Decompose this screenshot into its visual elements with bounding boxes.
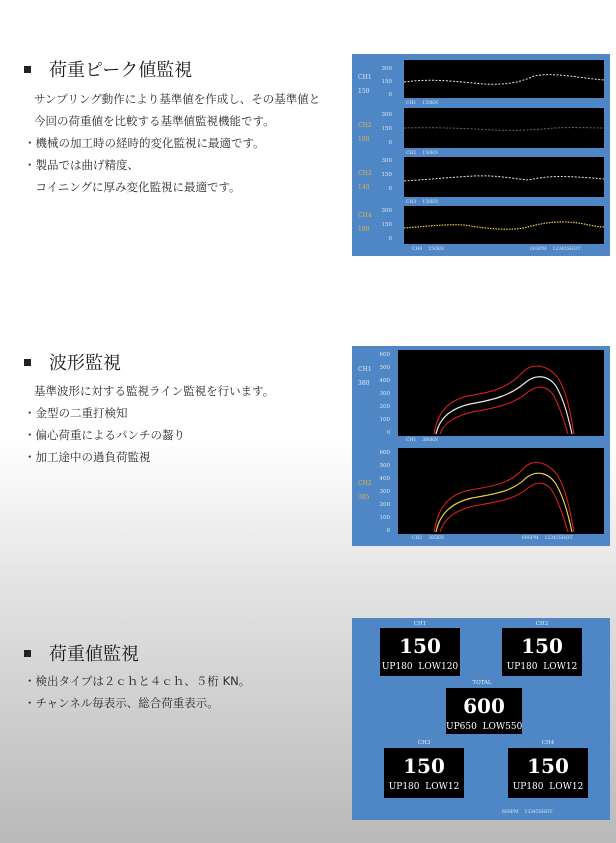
panel-footer: [502, 810, 558, 815]
section2-title-text: 波形監視: [49, 353, 121, 374]
waveform-chart-2: [398, 448, 604, 534]
tick-label: 0: [386, 528, 390, 534]
peak-series-line: [404, 128, 604, 131]
load-value-panel: [352, 618, 610, 820]
footer-shot: 12345SHOT: [524, 810, 553, 815]
body-line: 今回の荷重値を比較する基準値監視機能です。: [34, 114, 275, 128]
section2-body: [24, 380, 274, 468]
tick-label: 300: [381, 208, 392, 214]
lower-limit: LOW12: [549, 782, 584, 792]
panel-footer-right: [530, 247, 586, 252]
panel-footer: [412, 247, 450, 252]
footer-value: 385KN: [428, 536, 445, 541]
peak-series-line: [404, 176, 604, 181]
tick-label: 600: [379, 450, 390, 456]
waveform-chart-1: [398, 350, 604, 436]
chart-footer-right: [522, 536, 578, 541]
footer-value: 380KN: [422, 438, 439, 443]
channel-value: 180: [358, 226, 370, 233]
tick-label: 500: [379, 463, 390, 469]
header-value: 150KN: [422, 101, 439, 106]
tick-label: 0: [388, 186, 392, 192]
tick-label: 300: [379, 489, 390, 495]
footer-spm: 60SPM: [502, 810, 519, 815]
channel-value: 385: [358, 494, 370, 501]
tick-label: 0: [388, 236, 392, 242]
tick-label: 200: [379, 502, 390, 508]
footer-spm: 60SPM: [530, 247, 547, 252]
limit-row: [384, 782, 464, 792]
footer-value: 150KN: [428, 247, 445, 252]
tick-label: 100: [379, 417, 390, 423]
peak-chart-4: [404, 206, 604, 244]
header-value: 150KN: [422, 151, 439, 156]
header-ch: CH3: [406, 200, 417, 205]
footer-spm: 60SPM: [522, 536, 539, 541]
tick-label: 300: [381, 66, 392, 72]
footer-ch: CH4: [412, 247, 423, 252]
tick-label: 500: [379, 365, 390, 371]
total-display: [446, 688, 522, 734]
tick-label: 300: [379, 391, 390, 397]
channel-value: 140: [358, 184, 370, 191]
tick-label: 0: [386, 430, 390, 436]
body-line: ・加工途中の過負荷監視: [24, 450, 151, 464]
display-caption: TOTAL: [472, 680, 492, 686]
body-line: ・製品では曲げ精度、: [24, 158, 139, 172]
channel-label: CH4: [358, 212, 372, 219]
channel-label: CH2: [358, 480, 372, 487]
body-line: コイニングに厚み変化監視に最適です。: [24, 180, 241, 194]
ch2-display: [502, 628, 582, 676]
footer-ch: CH2: [412, 536, 423, 541]
load-value: 150: [521, 634, 563, 658]
section1-title-text: 荷重ピーク値監視: [49, 60, 193, 81]
limit-row: [508, 782, 588, 792]
footer-shot: 12345SHOT: [552, 247, 581, 252]
peak-monitor-panel: [352, 54, 610, 256]
display-caption: CH3: [417, 740, 431, 746]
display-caption: CH2: [535, 621, 549, 627]
body-line: ・チャンネル毎表示、総合荷重表示。: [24, 696, 219, 710]
upper-limit: UP180: [381, 662, 413, 672]
section1-title: [24, 56, 192, 82]
upper-limit: UP180: [506, 662, 538, 672]
ch1-display: [380, 628, 460, 676]
header-ch: CH1: [406, 101, 417, 106]
load-value: 600: [463, 694, 505, 718]
channel-value: 180: [358, 136, 370, 143]
chart-header: [406, 200, 444, 205]
footer-ch: CH1: [406, 438, 417, 443]
square-bullet-icon: [24, 66, 31, 73]
lower-limit-line: [440, 387, 568, 434]
tick-label: 0: [388, 92, 392, 98]
peak-series-line: [404, 222, 604, 229]
section3-title-text: 荷重値監視: [49, 644, 139, 665]
load-value: 150: [527, 754, 569, 778]
tick-label: 400: [379, 476, 390, 482]
upper-limit-line: [434, 366, 574, 434]
tick-label: 300: [381, 158, 392, 164]
waveform-monitor-panel: [352, 346, 610, 546]
body-line: ・金型の二重打検知: [24, 406, 128, 420]
upper-limit: UP180: [512, 782, 544, 792]
ch4-display: [508, 748, 588, 798]
chart-footer: [412, 536, 450, 541]
display-caption: CH4: [541, 740, 555, 746]
load-value: 150: [403, 754, 445, 778]
channel-label: CH1: [358, 366, 372, 373]
peak-chart-1: [404, 60, 604, 98]
peak-chart-2: [404, 108, 604, 148]
tick-label: 100: [379, 515, 390, 521]
channel-label: CH2: [358, 122, 372, 129]
upper-limit-line: [434, 462, 574, 532]
limit-row: [446, 722, 522, 732]
tick-label: 150: [381, 222, 392, 228]
peak-series-line: [404, 75, 604, 85]
limit-row: [502, 662, 582, 672]
chart-footer: [406, 438, 444, 443]
section2-title: [24, 349, 121, 375]
tick-label: 200: [379, 404, 390, 410]
section1-body: [24, 88, 320, 198]
lower-limit: LOW12: [425, 782, 460, 792]
channel-value: 380: [358, 380, 370, 387]
tick-label: 150: [381, 126, 392, 132]
chart-header: [406, 151, 444, 156]
body-line: 基準波形に対する監視ライン監視を行います。: [34, 384, 275, 398]
tick-label: 150: [381, 79, 392, 85]
tick-label: 400: [379, 378, 390, 384]
footer-shot: 12345SHOT: [544, 536, 573, 541]
tick-label: 150: [381, 172, 392, 178]
ch3-display: [384, 748, 464, 798]
upper-limit: UP180: [388, 782, 420, 792]
lower-limit: LOW550: [482, 722, 523, 732]
upper-limit: UP650: [446, 722, 477, 732]
channel-label: CH1: [358, 74, 372, 81]
limit-row: [380, 662, 460, 672]
body-line: ・偏心荷重によるパンチの齧り: [24, 428, 185, 442]
channel-label: CH3: [358, 170, 372, 177]
lower-limit: LOW12: [543, 662, 578, 672]
square-bullet-icon: [24, 650, 31, 657]
tick-label: 0: [388, 140, 392, 146]
channel-value: 150: [358, 88, 370, 95]
peak-chart-3: [404, 157, 604, 197]
square-bullet-icon: [24, 359, 31, 366]
tick-label: 300: [381, 112, 392, 118]
header-ch: CH2: [406, 151, 417, 156]
section3-title: [24, 640, 139, 666]
tick-label: 600: [379, 352, 390, 358]
chart-header: [406, 101, 444, 106]
body-line: ・検出タイプは２ｃｈと４ｃｈ、５桁 KN。: [24, 674, 251, 688]
load-value: 150: [399, 634, 441, 658]
body-line: ・機械の加工時の経時的変化監視に最適です。: [24, 136, 265, 150]
lower-limit: LOW120: [418, 662, 459, 672]
header-value: 150KN: [422, 200, 439, 205]
section3-body: [24, 670, 250, 714]
body-line: サンプリング動作により基準値を作成し、その基準値と: [34, 92, 321, 106]
display-caption: CH1: [413, 621, 427, 627]
